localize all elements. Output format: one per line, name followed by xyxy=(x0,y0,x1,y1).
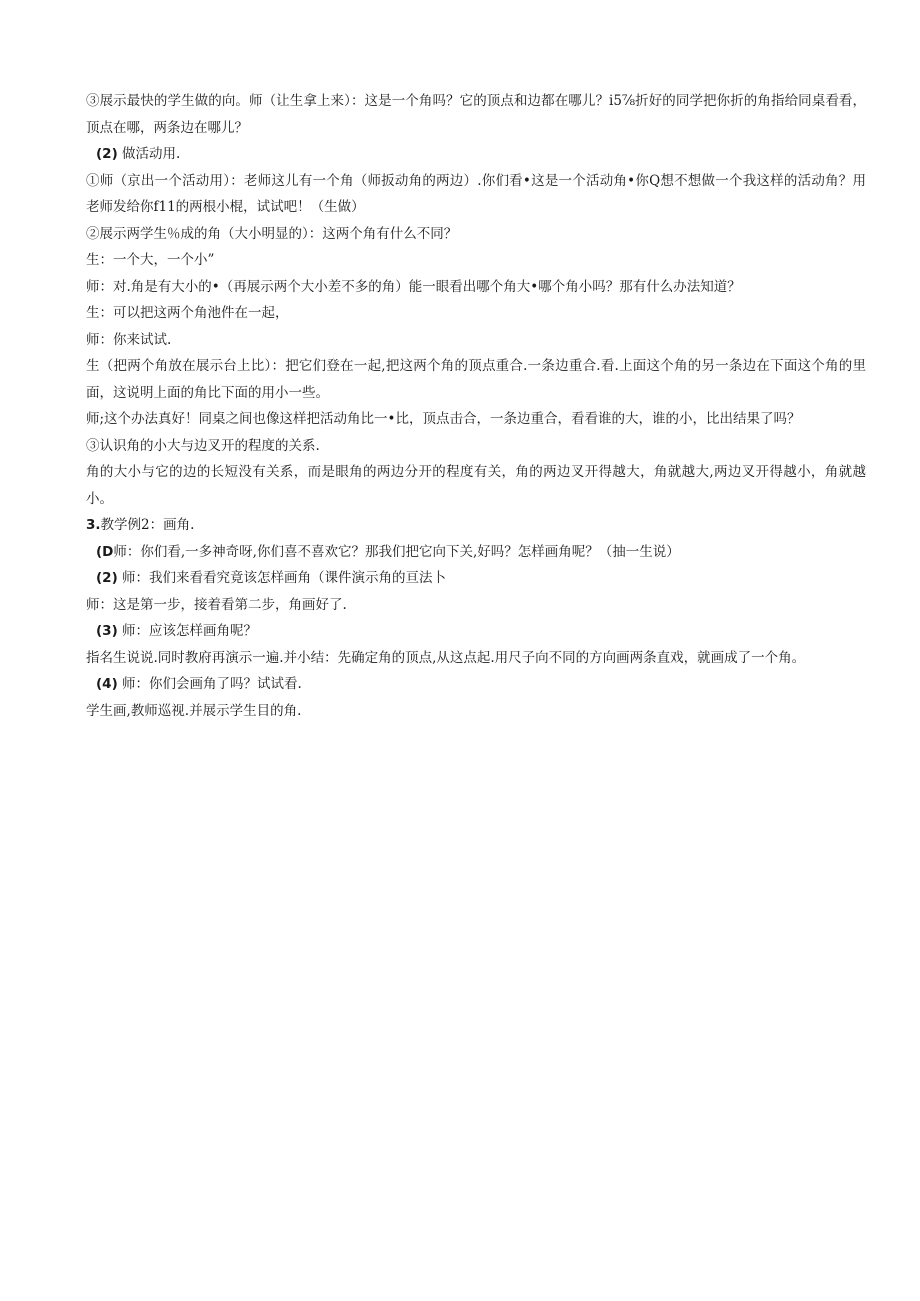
item-number: (3) xyxy=(96,623,118,639)
paragraph xyxy=(86,618,866,645)
paragraph xyxy=(86,539,866,566)
paragraph xyxy=(86,592,866,619)
paragraph xyxy=(86,406,866,433)
paragraph-text: 生：可以把这两个角池件在一起， xyxy=(86,305,289,321)
paragraph xyxy=(86,353,866,406)
paragraph-text: ③展示最快的学生做的向。师（让生拿上来）：这是一个角吗？它的顶点和边都在哪儿？i5⅞折好的同学把你折的角指给同桌看看，顶点在哪，两条边在哪儿？ xyxy=(86,93,866,136)
paragraph-text: ②展示两学生％成的角（大小明显的）：这两个角有什么不同？ xyxy=(86,225,458,242)
paragraph xyxy=(86,247,866,274)
paragraph-text: 师：你们会画角了吗？试试看. xyxy=(122,676,302,692)
paragraph-text: 生：一个大，一个小” xyxy=(86,252,215,268)
paragraph-text: 师：对.角是有大小的•（再展示两个大小差不多的角）能一眼看出哪个角大•哪个角小吗？那有什么办法知道？ xyxy=(86,278,741,295)
paragraph-text: 生（把两个角放在展示台上比）：把它们登在一起,把这两个角的顶点重合.一条边重合.看.上面这个角的另一条边在下面这个角的里面，这说明上面的角比下面的用小一些。 xyxy=(86,358,866,401)
paragraph-text: 师：我们来看看究竟该怎样画角（课件演示角的亘法卜 xyxy=(122,570,447,586)
paragraph-text: 教学例2：画角. xyxy=(100,517,195,533)
paragraph xyxy=(86,433,866,460)
paragraph-text: ①师（京出一个活动用）：老师这儿有一个角（师扳动角的两边）.你们看•这是一个活动角•你Q想不想做一个我这样的活动角？用老师发给你f11的两根小棍，试试吧！（生做） xyxy=(86,172,866,215)
paragraph-text: 学生画,教师巡视.并展示学生目的角. xyxy=(86,702,302,719)
paragraph xyxy=(86,565,866,592)
item-number: (2) xyxy=(96,146,118,162)
document-body xyxy=(86,88,866,724)
paragraph xyxy=(86,645,866,672)
paragraph xyxy=(86,221,866,248)
paragraph xyxy=(86,274,866,301)
paragraph xyxy=(86,300,866,327)
paragraph xyxy=(86,698,866,725)
paragraph-text: 师;这个办法真好！同桌之间也像这样把活动角比一•比，顶点击合，一条边重合，看看谁的大，谁的小，比出结果了吗？ xyxy=(86,411,801,427)
paragraph xyxy=(86,327,866,354)
paragraph-text: 师：你来试试. xyxy=(86,331,172,348)
paragraph-text: 指名生说说.同时教府再演示一遍.并小结：先确定角的顶点,从这点起.用尺子向不同的方向画两条直戏，就画成了一个角。 xyxy=(86,649,806,666)
paragraph xyxy=(86,88,866,141)
paragraph xyxy=(86,671,866,698)
paragraph-text: 师：你们看,一多神奇呀,你们喜不喜欢它？那我们把它向下关,好吗？怎样画角呢？（抽一生说） xyxy=(113,543,680,560)
paragraph xyxy=(86,512,866,539)
paragraph xyxy=(86,459,866,512)
item-number: (2) xyxy=(96,570,118,586)
paragraph xyxy=(86,141,866,168)
paragraph-text: 师：这是第一步，接着看第二步，角画好了. xyxy=(86,596,347,613)
item-number: 3. xyxy=(86,517,101,533)
paragraph-text: 做活动用. xyxy=(122,146,181,162)
item-number: (4) xyxy=(96,676,118,692)
item-number: (D xyxy=(96,543,114,560)
paragraph-text: 角的大小与它的边的长短没有关系，而是眼角的两边分开的程度有关，角的两边叉开得越大，角就越大,两边叉开得越小，角就越小。 xyxy=(86,464,866,507)
paragraph xyxy=(86,168,866,221)
paragraph-text: 师：应该怎样画角呢？ xyxy=(122,623,258,639)
paragraph-text: ③认识角的小大与边叉开的程度的关系. xyxy=(86,437,320,454)
